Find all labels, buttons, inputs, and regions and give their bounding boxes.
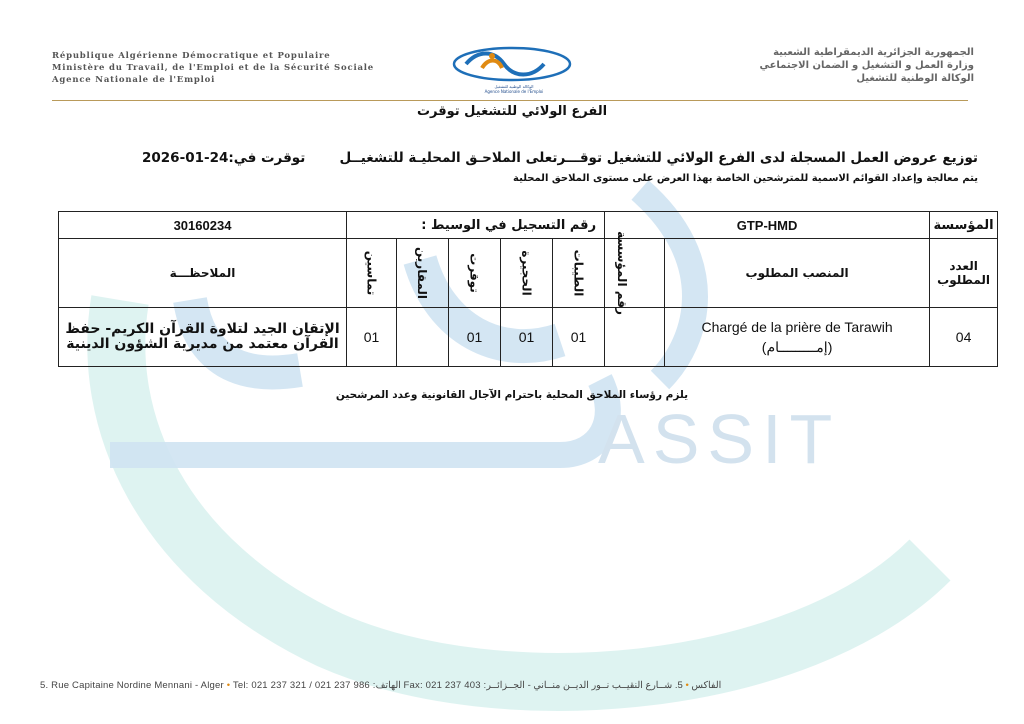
col-temacine-label: تماسين bbox=[364, 250, 379, 296]
col-megarine-header bbox=[397, 239, 449, 308]
col-hadjira-label: الحجيرة bbox=[519, 250, 534, 296]
cell-taibet: 01 bbox=[553, 308, 605, 367]
col-megarine-label: المقارين bbox=[415, 246, 430, 300]
document-title: توزيع عروض العمل المسجلة لدى الفرع الولائي للتشغيل توقـــرتعلى الملاحـق المحليـة للتشغيــل bbox=[339, 150, 978, 166]
header-rule bbox=[52, 100, 968, 101]
branch-title: الفرع الولائي للتشغيل توقرت bbox=[416, 104, 608, 119]
logo-caption-ar: الوكالة الوطنية للتشغيل bbox=[494, 84, 534, 89]
footer-dot-icon: • bbox=[685, 680, 689, 691]
cell-hadjira: 01 bbox=[501, 308, 553, 367]
cell-count: 04 bbox=[930, 308, 998, 367]
table-row bbox=[59, 308, 998, 367]
col-temacine-header bbox=[347, 239, 397, 308]
header-ar-line-2: وزارة العمل و التشغيل و الضمان الاجتماعي bbox=[759, 60, 974, 71]
cell-touggourt: 01 bbox=[449, 308, 501, 367]
col-touggourt-header bbox=[449, 239, 501, 308]
cell-notes: الإتقان الجيد لتلاوة القرآن الكريم- حفظ القرآن معتمد من مديرية الشؤون الدينية bbox=[59, 308, 347, 367]
logo-caption bbox=[452, 84, 576, 94]
header-fr-line-3: Agence Nationale de l'Emploi bbox=[52, 75, 216, 85]
footer-tel: Tel: 021 237 321 / 021 237 986 :الهاتف bbox=[232, 680, 401, 691]
col-hadjira-header bbox=[501, 239, 553, 308]
header-ar-line-3: الوكالة الوطنية للتشغيل bbox=[856, 73, 974, 84]
header-fr-line-1: République Algérienne Démocratique et Populaire bbox=[52, 51, 331, 61]
cell-temacine: 01 bbox=[347, 308, 397, 367]
date-line: توقرت في:24-01-2026 bbox=[142, 150, 306, 166]
col-count-header: العدد المطلوب bbox=[930, 239, 998, 308]
cell-post-ar: (إمـــــــــام) bbox=[761, 339, 833, 355]
cell-inst-no bbox=[605, 308, 665, 367]
col-taibet-header bbox=[553, 239, 605, 308]
footer-address-ar: 5. شــارع النقيــب نــور الديــن منــاني - الجــزائــر bbox=[486, 680, 683, 691]
header-french bbox=[52, 50, 374, 86]
col-notes-header: الملاحظـــة bbox=[59, 239, 347, 308]
col-touggourt-label: توقرت bbox=[467, 253, 482, 293]
cell-megarine bbox=[397, 308, 449, 367]
watermark-text: ASSIT bbox=[598, 400, 841, 478]
header-fr-line-2: Ministère du Travail, de l'Emploi et de la Sécurité Sociale bbox=[52, 63, 375, 73]
col-inst-no-header bbox=[605, 231, 665, 315]
col-taibet-label: الطيبات bbox=[571, 249, 586, 297]
col-post-header: المنصب المطلوب bbox=[665, 239, 930, 308]
header-ar-line-1: الجمهورية الجزائرية الديمقراطية الشعبية bbox=[773, 47, 974, 58]
header-arabic bbox=[759, 46, 974, 85]
institution-label: المؤسسة bbox=[930, 212, 998, 239]
cell-post bbox=[665, 308, 930, 367]
document-subtitle: يتم معالجة وإعداد القوائم الاسمية للمترشحين الخاصة بهذا العرض على مستوى الملاحق المحلية bbox=[513, 173, 978, 184]
notice-text: يلزم رؤساء الملاحق المحلية باحترام الآجال القانونية وعدد المرشحين bbox=[335, 389, 689, 401]
cell-post-fr: Chargé de la prière de Tarawih bbox=[701, 319, 893, 335]
footer bbox=[40, 680, 970, 691]
registration-label: رقم التسجيل في الوسيط : bbox=[347, 212, 605, 239]
footer-fax: Fax: 021 237 403 :الفاكس bbox=[403, 680, 722, 691]
registration-value: 30160234 bbox=[59, 212, 347, 239]
footer-dot-icon: • bbox=[226, 680, 231, 691]
institution-value: GTP-HMD bbox=[605, 212, 930, 239]
table-header-row-1 bbox=[59, 212, 998, 239]
job-offer-table bbox=[58, 211, 998, 367]
logo-caption-fr: Agence Nationale de l'Emploi bbox=[484, 89, 544, 94]
col-inst-no-label: رقم المؤسسة bbox=[615, 231, 630, 315]
footer-address-fr: 5. Rue Capitaine Nordine Mennani - Alger bbox=[40, 680, 224, 691]
table-header-row-2 bbox=[59, 239, 998, 308]
